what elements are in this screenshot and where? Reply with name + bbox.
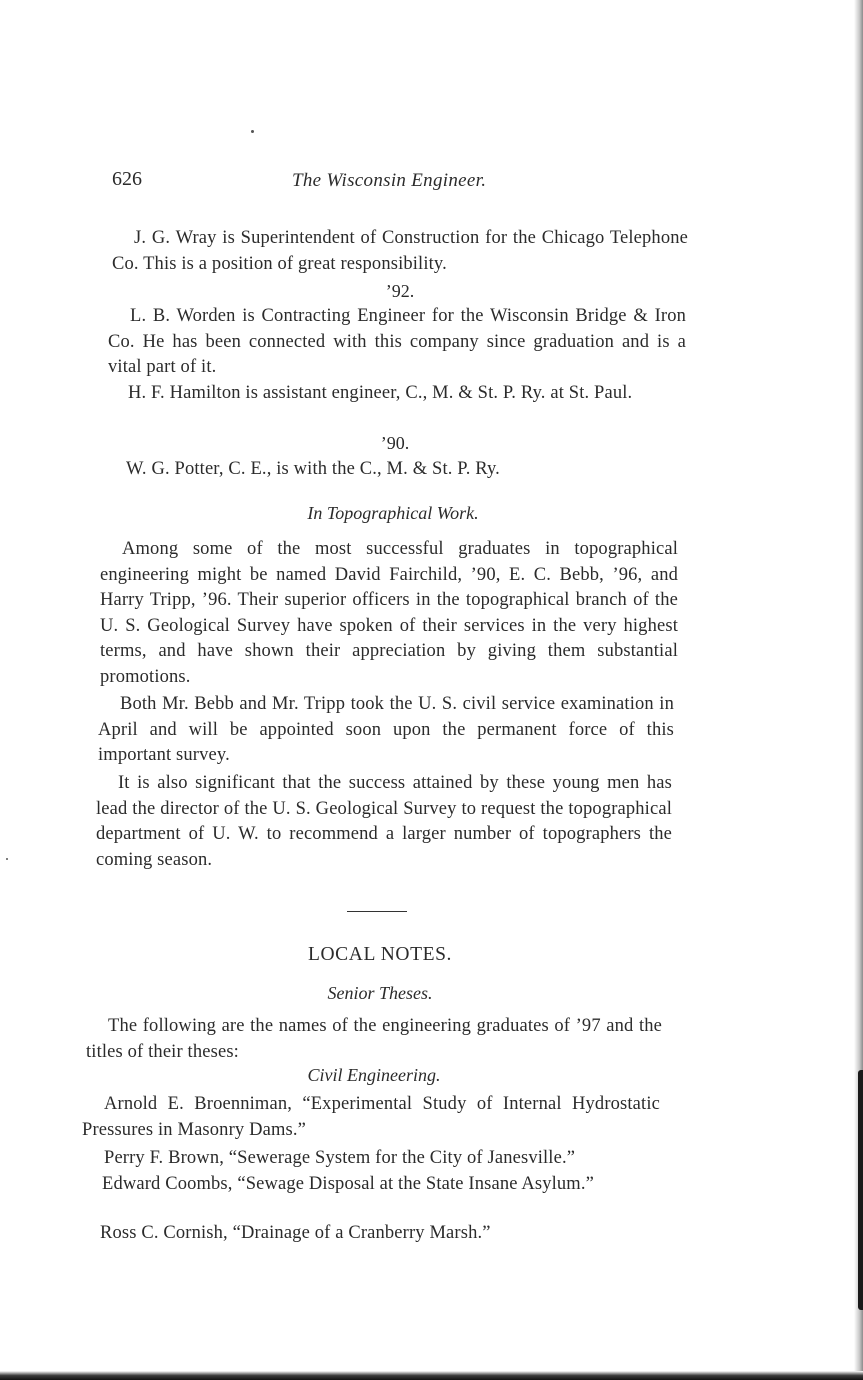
page-number: 626 (112, 168, 142, 190)
ink-speck (6, 858, 8, 860)
page-header (112, 168, 688, 196)
thesis-entry-brown: Perry F. Brown, “Sewerage System for the City of Janesville.” (104, 1148, 576, 1168)
paragraph-hamilton: H. F. Hamilton is assistant engineer, C., M. & St. P. Ry. at St. Paul. (128, 383, 633, 403)
paragraph-worden: L. B. Worden is Contracting Engineer for the Wisconsin Bridge & Iron Co. He has been connected with this company since graduation and is a vital part of it. (108, 306, 686, 377)
paragraph-wray: J. G. Wray is Superintendent of Construction for the Chicago Telephone Co. This is a position of great responsibility. (112, 228, 688, 274)
page-edge-bottom (0, 1371, 863, 1380)
subheading-civil-engineering: Civil Engineering. (307, 1065, 441, 1085)
paragraph-director-request: It is also significant that the success attained by these young men has lead the director of the U. S. Geological Survey to request the topographical department of U. W. to recommend a larger number of topographers the coming season. (96, 773, 672, 870)
section-heading-topographical: In Topographical Work. (307, 503, 479, 523)
paragraph-topographical-graduates: Among some of the most successful graduates in topographical engineering might be named David Fairchild, ’90, E. C. Bebb, ’96, and Harry Tripp, ’96. Their superior officers in the topographical branch of the U. S. Geological Survey have spoken of their services in the very highest terms, and have shown their appreciation by giving them substantial promotions. (100, 539, 678, 687)
section-heading-local-notes: LOCAL NOTES. (307, 944, 453, 965)
paragraph-civil-service: Both Mr. Bebb and Mr. Tripp took the U. S. civil service examination in April and will be appointed soon upon the permanent force of this important survey. (98, 694, 674, 765)
class-year-90: ’90. (380, 433, 410, 453)
section-divider (347, 911, 407, 912)
thesis-entry-broenniman: Arnold E. Broenniman, “Experimental Study of Internal Hydrostatic Pressures in Masonry Dams.” (82, 1094, 660, 1140)
paragraph-theses-intro: The following are the names of the engineering graduates of ’97 and the titles of their theses: (86, 1016, 662, 1062)
thesis-entry-cornish: Ross C. Cornish, “Drainage of a Cranberry Marsh.” (100, 1223, 491, 1243)
ink-speck (251, 130, 254, 133)
class-year-92: ’92. (385, 281, 415, 301)
page-edge-shadow (858, 1070, 863, 1310)
running-title: The Wisconsin Engineer. (292, 170, 487, 191)
subheading-senior-theses: Senior Theses. (327, 983, 433, 1003)
paragraph-potter: W. G. Potter, C. E., is with the C., M. & St. P. Ry. (126, 459, 500, 479)
thesis-entry-coombs: Edward Coombs, “Sewage Disposal at the State Insane Asylum.” (102, 1174, 594, 1194)
